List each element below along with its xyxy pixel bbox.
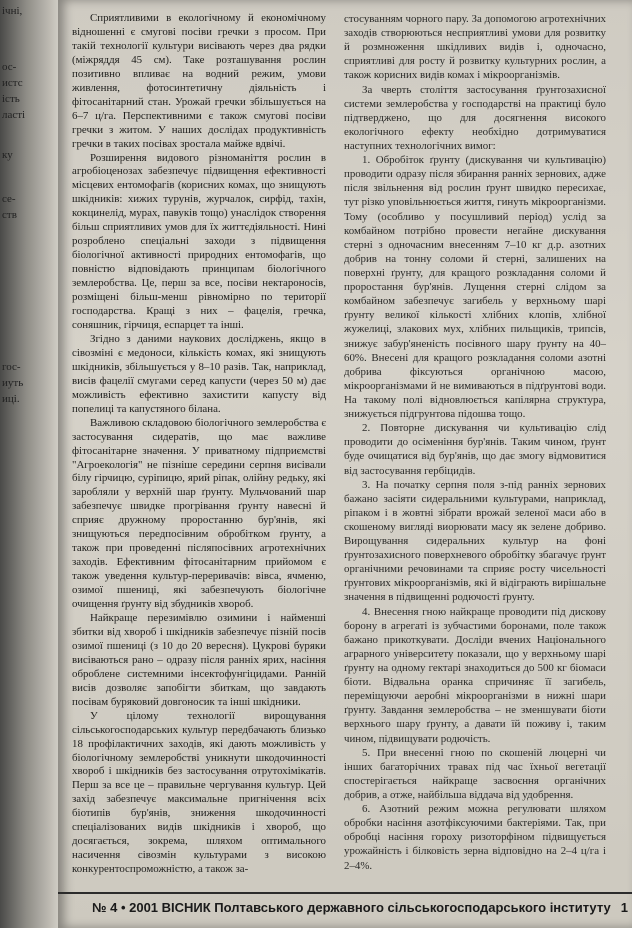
spine-text-fragment: ос- xyxy=(2,61,17,73)
spine-text-fragment: иуть xyxy=(2,377,24,389)
paragraph: 5. При внесенні гною по скошеній люцерні чи інших багаторічних травах під час їхньої вегетації спостерігається найкраще засвоєння органічних добрив, а отже, найбільша віддача від удобрення. xyxy=(344,746,606,802)
journal-footer-title: № 4 • 2001 ВІСНИК Полтавського державного сільськогосподарського інституту xyxy=(92,900,611,915)
spine-text-fragment: ість xyxy=(2,93,20,105)
spine-text-fragment: истс xyxy=(2,77,23,89)
paragraph: Згідно з даними наукових досліджень, якщо в сівозміні є медоноси, кількість комах, які знищують шкідників, збільшується у 8–10 разів. Так, наприклад, висів фацелії смугами серед капусти (через 50 м) дає можливість ефективно захистити капусту від попелиці та капустяного білана. xyxy=(72,332,326,415)
page-number: 1 xyxy=(620,900,628,915)
page-footer xyxy=(58,892,632,924)
spine-text-fragment: гос- xyxy=(2,361,21,373)
paragraph: 6. Азотний режим можна регулювати шляхом обробки насіння азотфіксуючими бактеріями. Так, при обробці насіння гороху ризоторфіном підвищується урожайність і білковість зерна відповідно на 2–4 ц/га і 2–4%. xyxy=(344,803,606,872)
spine-text-fragment: ств xyxy=(2,209,17,221)
paragraph: 3. На початку серпня поля з-під ранніх зернових бажано засіяти сидеральними культурами, наприклад, ріпаком і в жовтні зібрати врожай зеленої маси або в скошеному вигляді виорювати масу як зелене добриво. Вирощування сидеральних культур на фоні ґрунтозахисного поверхневого обробітку збагачує ґрунт органічними речовинами та сприяє росту чисельності ґрунтових мікроорганізмів, які й відіграють вирішальне значення в підвищенні родючості ґрунту. xyxy=(344,478,606,604)
spine-text-fragment: ку xyxy=(2,149,13,161)
right-column xyxy=(344,12,606,873)
paragraph: стосуванням чорного пару. За допомогою агротехнічних заходів створюються несприятливі умови для розвитку й розмноження шкідливих видів і, одночасно, сприятливі для росту й розвитку культурних рослин, а також корисних видів комах і мікроорганізмів. xyxy=(344,13,606,82)
spine-text-fragment: ічні, xyxy=(2,5,23,17)
adjacent-page-spine xyxy=(0,0,58,928)
spine-text-fragment: се- xyxy=(2,193,16,205)
paragraph: За чверть століття застосування ґрунтозахисної системи землеробства у господарстві на практиці було підтверджено, що для досягнення високого екологічного ефекту необхідно дотримуватися наступних технологічних вимог: xyxy=(344,83,606,152)
journal-page xyxy=(58,0,632,928)
paragraph: Сприятливими в екологічному й економічному відношенні є смугові посіви гречки з просом. При такій технології культури висівають через два рядки (міжряддя 45 см). Таке розташування рослин позитивно впливає на водний режим, умови живлення, фотосинтетичну діяльність і фітосанітарний стан. Урожай гречки збільшується на 6–7 ц/га. Перспективними є також смугові посіви гречки з житом. У наших дослідах продуктивність гречки в таких посівах зростала майже вдвічі. xyxy=(72,12,326,150)
paragraph: 2. Повторне дискування чи культивацію слід проводити до осіменіння бур'янів. Таким чином, ґрунт буде очищатися від бур'янів, що дає змогу відмовитися від застосування гербіцидів. xyxy=(344,422,606,477)
left-column xyxy=(72,12,326,877)
paragraph: Найкраще перезимівлю озимини і найменші збитки від хвороб і шкідників забезпечує пізній посів озимої пшениці (з 10 до 20 вересня). Цукрові буряки висіваються рано – одразу після ранніх ярих, насіння оброблене системними інсектофунгіцидами. Ранній висів дозволяє запобігти збиткам, що завдають посівам буряковий довгоносик та інші шкідники. xyxy=(72,611,326,708)
paragraph: 4. Внесення гною найкраще проводити під дискову борону в агрегаті із зубчастими боронами, поле також бажано прикоткувати. Досліди вчених Національного аграрного університету показали, що у верхньому шарі ґрунту на одному гектарі знаходиться до 500 кг біомаси біоти. Відвальна оранка спричиняє її загибель, переміщуючи аеробні мікроорганізми в нижні шари ґрунту. Завдання землеробства – не зменшувати біоти верхнього шару ґрунту, а давати їй поживу і, таким чином, підвищувати родючість. xyxy=(344,605,606,745)
column-divider xyxy=(334,40,335,880)
paragraph: Розширення видового різноманіття рослин в агробіоценозах забезпечує підвищення ефективності місцевих ентомофагів (корисних комах, що знищують шкідників: хижих турунів, журчалок, сирфід, тахін, кокцинелід, мурах, павуків тощо) унаслідок створення більш сприятливих умов для їх життєдіяльності. Нині розроблено спеціальні заходи з підвищення біологічної активності природних ентомофагів, що повністю відповідають принципам біологічного землеробства. Це, перш за все, посіви нектароносів, розміщені більш-менш рівномірно по території господарства. Кращі з них – фацелія, гречка, соняшник, гірчиця, еспарцет та інші. xyxy=(72,151,326,331)
paragraph: 1. Обробіток ґрунту (дискування чи культивацію) проводити одразу після збирання ранніх зернових, адже після звільнення від рослин ґрунт швидко пересихає, тут різко уповільнюється життя, гинуть мікроорганізми. Тому (особливо у посушливий період) услід за комбайном потрібно провести негайне дискування стерні з одночасним внесенням 7–10 кг д.р. азотних добрив на тонну соломи й стерні, залишених на поверхні ґрунту, для кращого розкладання соломи й проростання бур'янів. Лущення стерні слідом за комбайном забезпечує загибель у верхньому шарі ґрунту великої кількості хлібних клопів, хлібної жужелиці, злакових мух, хлібних пильщиків, трипсів, знижує забур'яненість посівного шару ґрунту на 40–60%. Внесені для кращого розкладання соломи азотні добрива фіксуються органічною масою, мікроорганізмами й не вимиваються в підґрунтові води. На такому полі відновлюється капілярна структура, знижується підгрунтова підошва тощо. xyxy=(344,154,606,421)
paragraph: У цілому технології вирощування сільськогосподарських культур передбачають близько 18 профілактичних заходів, які дають можливість у біологічному землеробстві уникнути шкодочинності хвороб і шкідників без застосування отрутохімікатів. Перш за все це – правильне чергування культур. Цей захід забезпечує максимальне пригнічення всіх біотипів бур'янів, зниження шкодочинності спеціалізованих видів шкідників і хвороб, що досягається, зокрема, шляхом оптимального насичення сівозмін культурами з високою конкурентоспроможністю, а також за- xyxy=(72,709,326,876)
spine-text-fragment: иці. xyxy=(2,393,20,405)
paragraph: Важливою складовою біологічного землеробства є застосування сидератів, що має важливе фітосанітарне значення. У приватному підприємстві "Агроекологія" не пізніше середини серпня висівали білу гірчицю, сурiпицю, ярий ріпак, олійну редьку, які заробляли у верхній шар ґрунту. Мульчований шар забезпечує швидке прогрівання ґрунту навесні й сприяє дружному проростанню бур'янів, які знищуються передпосівним обробітком ґрунту, а також при проведенні післяпосівних агротехнічних заходів. Ефективним фітосанітарним прийомом є також уведення культур-переривачів: вівса, ячменю, озимої пшениці, які забезпечують біологічне очищення ґрунту від збудників хвороб. xyxy=(72,416,326,611)
spine-text-fragment: ласті xyxy=(2,109,26,121)
